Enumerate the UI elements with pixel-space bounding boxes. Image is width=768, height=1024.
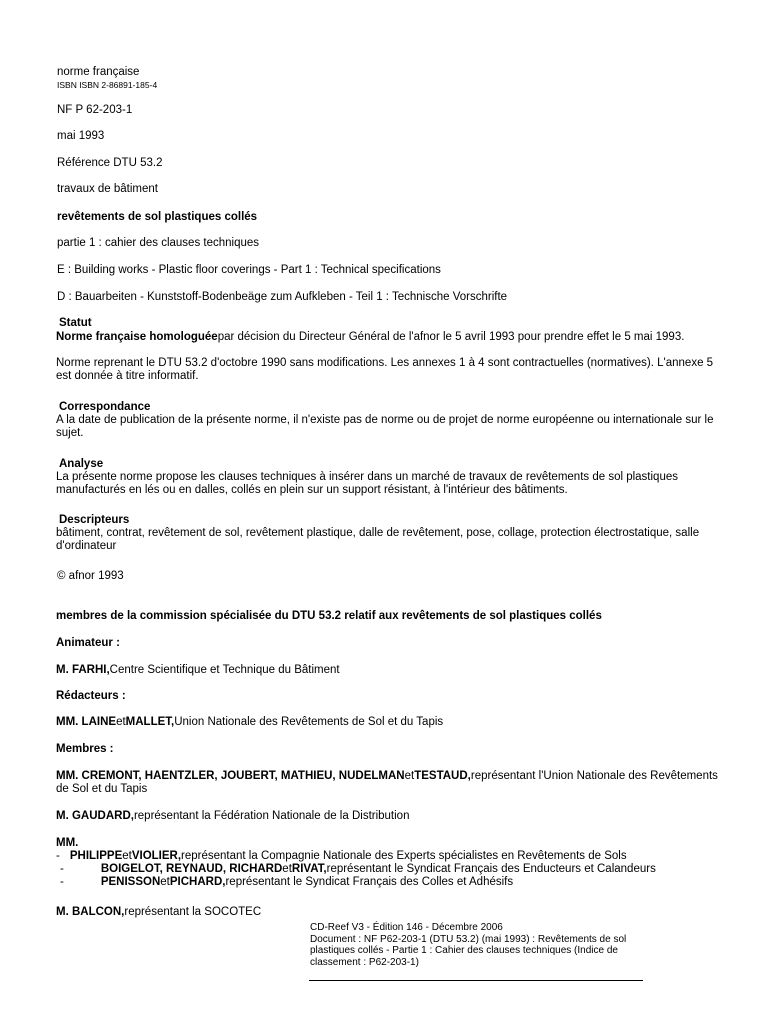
german-title: D : Bauarbeiten - Kunststoff-Bodenbeäge zum Aufkleben - Teil 1 : Technische Vorschrifte — [57, 291, 508, 303]
list-dash: - — [56, 850, 60, 862]
list-item — [60, 863, 656, 876]
list-et: et — [282, 863, 292, 875]
analyse-heading: Analyse — [59, 458, 104, 470]
footer-line-1: CD-Reef V3 - Édition 146 - Décembre 2006 — [310, 922, 503, 933]
statut-bold: Norme française homologuée — [56, 331, 218, 343]
animateur-line — [56, 664, 340, 677]
copyright: © afnor 1993 — [57, 570, 124, 582]
list-org: représentant la Compagnie Nationale des Experts spécialistes en Revêtements de Sols — [181, 850, 627, 862]
balcon-line — [56, 906, 261, 919]
membres-org: représentant l'Union Nationale des Revêtements — [470, 770, 718, 782]
statut-heading: Statut — [59, 317, 92, 329]
domain: travaux de bâtiment — [57, 183, 159, 195]
list-item — [60, 876, 513, 889]
redacteurs-name2: MALLET, — [125, 716, 175, 728]
list-name2: VIOLIER, — [131, 850, 182, 862]
redacteurs-et: et — [116, 716, 126, 728]
animateur-org: Centre Scientifique et Technique du Bâtiment — [109, 664, 340, 676]
footer-rule — [309, 980, 643, 981]
list-et: et — [122, 850, 132, 862]
redacteurs-org: Union Nationale des Revêtements de Sol et du Tapis — [174, 716, 444, 728]
analyse-text: La présente norme propose les clauses techniques à insérer dans un marché de travaux de revêtements de sol plastiques manufacturés en lés ou en dalles, collés en plein sur un support résistant, à l'intérieur des bâtiments. — [56, 471, 678, 496]
membres-name2: TESTAUD, — [414, 770, 471, 782]
descripteurs-text: bâtiment, contrat, revêtement de sol, revêtement plastique, dalle de revêtement, pose, collage, protection électrostatique, salle d'ordinateur — [56, 527, 700, 552]
balcon-org: représentant la SOCOTEC — [124, 906, 262, 918]
gaudard-name: M. GAUDARD, — [56, 810, 134, 822]
balcon-name: M. BALCON, — [56, 906, 125, 918]
statut-line — [56, 331, 684, 344]
gaudard-line — [56, 810, 409, 823]
list-et: et — [160, 876, 170, 888]
norme-label: norme française — [57, 66, 140, 78]
animateur-name: M. FARHI, — [56, 664, 110, 676]
isbn: ISBN ISBN 2-86891-185-4 — [57, 80, 158, 90]
animateur-label: Animateur : — [56, 637, 120, 649]
footer — [310, 922, 650, 968]
membres-et: et — [404, 770, 415, 782]
mm-label: MM. — [56, 837, 79, 849]
redacteurs-label: Rédacteurs : — [56, 690, 126, 702]
list-name1: PHILIPPE — [69, 850, 123, 862]
list-item — [56, 850, 627, 863]
list-name1: PENISSON — [100, 876, 161, 888]
reference: Référence DTU 53.2 — [57, 157, 163, 169]
list-name1: BOIGELOT, REYNAUD, RICHARD — [100, 863, 283, 875]
publication-date: mai 1993 — [57, 130, 105, 142]
list-dash: - — [60, 863, 64, 875]
redacteurs-line — [56, 716, 443, 729]
statut-note: Norme reprenant le DTU 53.2 d'octobre 1990 sans modifications. Les annexes 1 à 4 sont contractuelles (normatives). L'annexe 5 est donnée à titre informatif. — [56, 357, 714, 382]
list-org: représentant le Syndicat Français des Enducteurs et Calandeurs — [326, 863, 656, 875]
correspondance-heading: Correspondance — [59, 401, 151, 413]
redacteurs-name1: MM. LAINE — [56, 716, 117, 728]
part-title: partie 1 : cahier des clauses techniques — [57, 237, 260, 249]
membres-line-2: de Sol et du Tapis — [56, 783, 148, 795]
membres-line-1 — [56, 770, 718, 783]
membres-label: Membres : — [56, 743, 114, 755]
list-name2: RIVAT, — [291, 863, 327, 875]
correspondance-text: A la date de publication de la présente norme, il n'existe pas de norme ou de projet de norme européenne ou internationale sur le sujet. — [56, 414, 714, 439]
commission-title: membres de la commission spécialisée du DTU 53.2 relatif aux revêtements de sol plastiques collés — [56, 610, 602, 622]
list-org: représentant le Syndicat Français des Colles et Adhésifs — [225, 876, 514, 888]
nf-number: NF P 62-203-1 — [57, 104, 133, 116]
statut-text: par décision du Directeur Général de l'afnor le 5 avril 1993 pour prendre effet le 5 mai 1993. — [217, 331, 685, 343]
membres-names: MM. CREMONT, HAENTZLER, JOUBERT, MATHIEU, NUDELMAN — [56, 770, 405, 782]
gaudard-org: représentant la Fédération Nationale de la Distribution — [133, 810, 410, 822]
footer-line-2: Document : NF P62-203-1 (DTU 53.2) (mai 1993) : Revêtements de sol plastiques collés - Partie 1 : Cahier des clauses techniques (Indice de classement : P62-203-1) — [310, 933, 627, 968]
list-name2: PICHARD, — [169, 876, 226, 888]
english-title: E : Building works - Plastic floor coverings - Part 1 : Technical specifications — [57, 264, 441, 276]
descripteurs-heading: Descripteurs — [59, 514, 130, 526]
document-title: revêtements de sol plastiques collés — [57, 211, 258, 223]
list-dash: - — [60, 876, 64, 888]
